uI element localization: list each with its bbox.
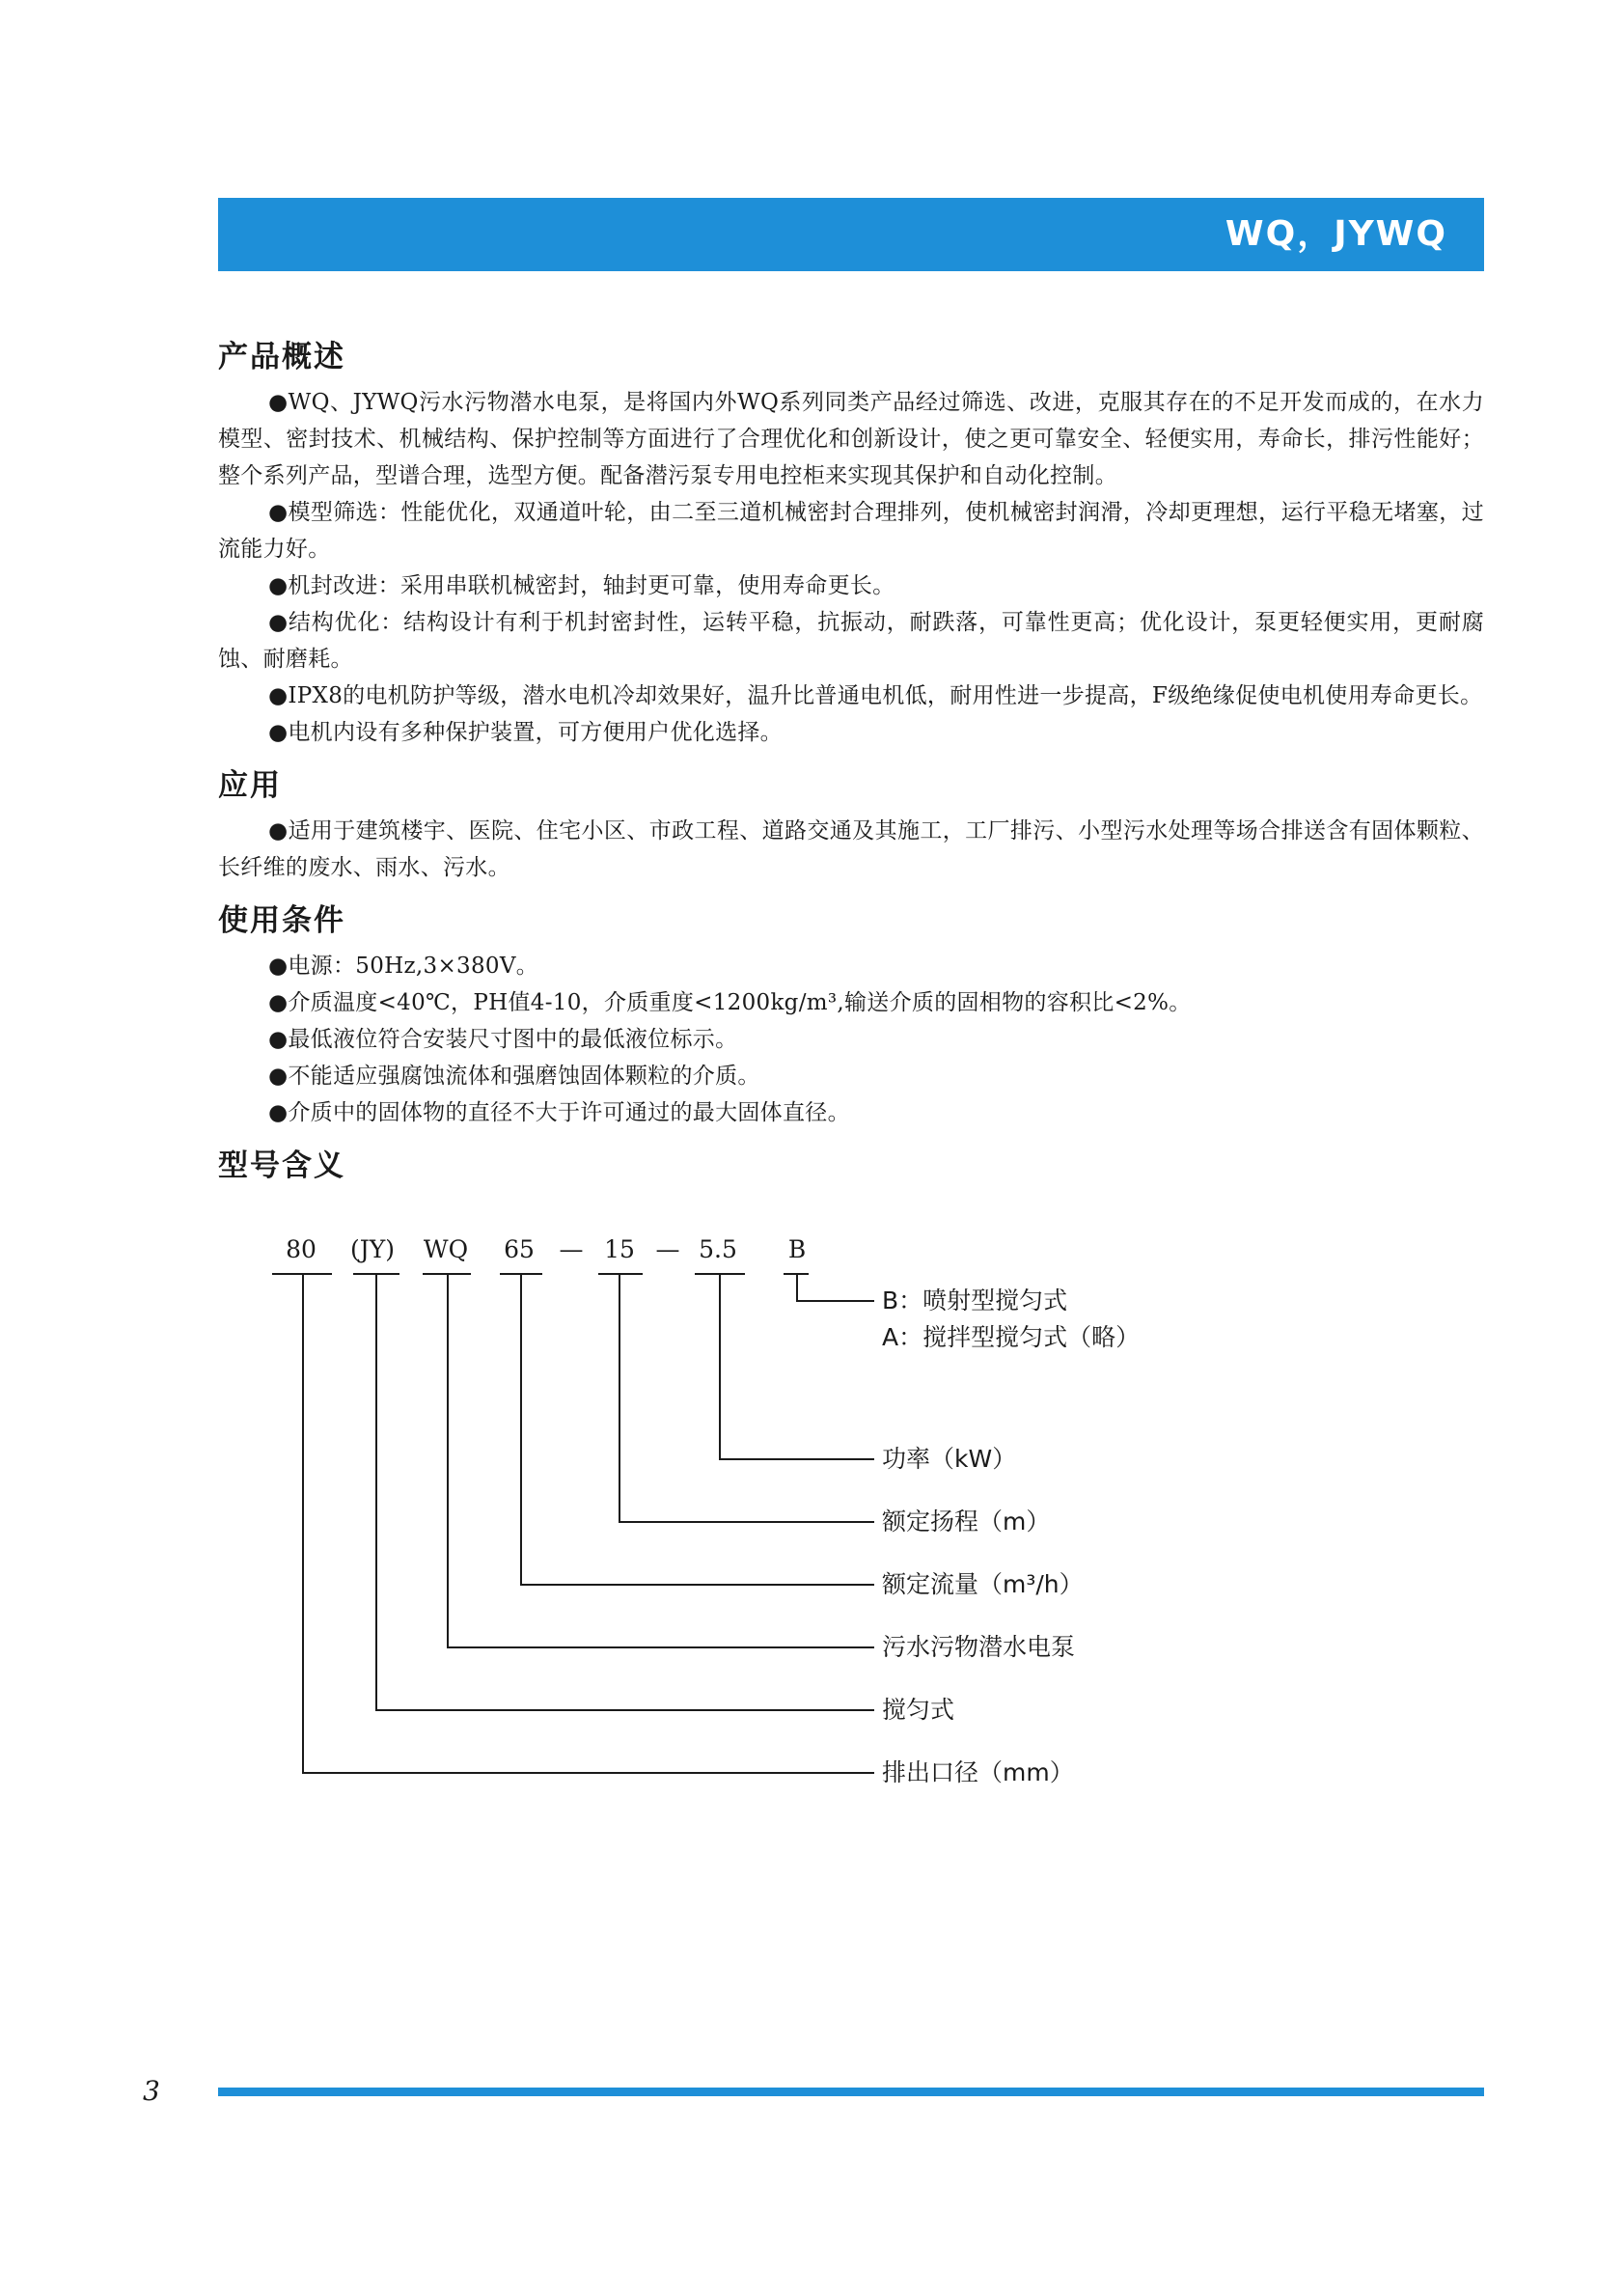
label-head: 额定扬程（m） xyxy=(882,1508,1051,1535)
section-title-conditions: 使用条件 xyxy=(218,903,345,938)
model-code-connector-lines xyxy=(218,1235,1484,1814)
overview-paragraph: ●机封改进：采用串联机械密封，轴封更可靠，使用寿命更长。 xyxy=(268,573,895,598)
connector-head xyxy=(619,1274,874,1522)
code-part-variant: B xyxy=(787,1235,807,1263)
label-flow: 额定流量（m³/h） xyxy=(882,1570,1084,1598)
label-variant-b: B：喷射型搅匀式 xyxy=(882,1286,1068,1314)
code-part-pump-type: WQ xyxy=(423,1235,469,1263)
section-title-application: 应用 xyxy=(218,768,282,803)
code-part-stirring: (JY) xyxy=(349,1235,396,1263)
code-part-flow: 65 xyxy=(504,1235,535,1263)
condition-item: ●电源：50Hz,3×380V。 xyxy=(268,954,539,979)
section-application xyxy=(218,764,1484,886)
overview-paragraph: ●结构优化：结构设计有利于机封密封性，运转平稳，抗振动，耐跌落，可靠性更高；优化设计，泵更轻便实用，更耐腐蚀、耐磨耗。 xyxy=(218,610,1484,672)
header-bar xyxy=(218,198,1484,271)
section-overview xyxy=(218,336,1484,751)
overview-paragraph: ●电机内设有多种保护装置，可方便用户优化选择。 xyxy=(268,720,783,745)
code-part-head: 15 xyxy=(604,1235,635,1263)
condition-item: ●介质温度<40℃，PH值4-10，介质重度<1200kg/m³,输送介质的固相物的容积比<2%。 xyxy=(268,990,1192,1015)
label-pump-type: 污水污物潜水电泵 xyxy=(882,1633,1076,1661)
condition-item: ●不能适应强腐蚀流体和强磨蚀固体颗粒的介质。 xyxy=(268,1064,760,1089)
overview-paragraph: ●模型筛选：性能优化，双通道叶轮，由二至三道机械密封合理排列，使机械密封润滑，冷却更理想，运行平稳无堵塞，过流能力好。 xyxy=(218,500,1484,562)
code-part-power: 5.5 xyxy=(699,1235,737,1263)
label-variant-a: A：搅拌型搅匀式（略） xyxy=(882,1323,1141,1351)
code-part-dash: — xyxy=(559,1235,584,1263)
section-title-overview: 产品概述 xyxy=(218,340,345,374)
label-power: 功率（kW） xyxy=(882,1445,1017,1473)
main-content xyxy=(218,336,1484,1201)
section-model-meaning xyxy=(218,1145,1484,1187)
code-part-dash: — xyxy=(655,1235,680,1263)
application-paragraph: ●适用于建筑楼宇、医院、住宅小区、市政工程、道路交通及其施工，工厂排污、小型污水处理等场合排送含有固体颗粒、长纤维的废水、雨水、污水。 xyxy=(218,818,1484,880)
condition-item: ●介质中的固体物的直径不大于许可通过的最大固体直径。 xyxy=(268,1100,850,1125)
page-number: 3 xyxy=(143,2075,160,2107)
connector-flow xyxy=(521,1274,874,1585)
overview-paragraph: ●IPX8的电机防护等级，潜水电机冷却效果好，温升比普通电机低，耐用性进一步提高，F级绝缘促使电机使用寿命更长。 xyxy=(268,683,1483,708)
section-title-model-meaning: 型号含义 xyxy=(218,1148,345,1183)
overview-paragraph: ●WQ、JYWQ污水污物潜水电泵，是将国内外WQ系列同类产品经过筛选、改进，克服其存在的不足开发而成的，在水力模型、密封技术、机械结构、保护控制等方面进行了合理优化和创新设计，使之更可靠安全、轻便实用，寿命长，排污性能好；整个系列产品，型谱合理，选型方便。配备潜污泵专用电控柜来实现其保护和自动化控制。 xyxy=(218,390,1484,488)
header-title: WQ，JYWQ xyxy=(1225,214,1447,254)
label-outlet-diameter: 排出口径（mm） xyxy=(882,1758,1074,1786)
connector-pump-type xyxy=(448,1274,874,1647)
connector-outlet xyxy=(303,1274,874,1773)
connector-variant xyxy=(797,1274,874,1301)
footer-line xyxy=(218,2088,1484,2096)
connector-stirring xyxy=(376,1274,874,1710)
section-conditions xyxy=(218,899,1484,1131)
model-code-diagram xyxy=(218,1235,1484,1814)
label-stirring: 搅匀式 xyxy=(882,1696,955,1724)
code-part-outlet-diameter: 80 xyxy=(286,1235,317,1263)
condition-item: ●最低液位符合安装尺寸图中的最低液位标示。 xyxy=(268,1027,738,1052)
